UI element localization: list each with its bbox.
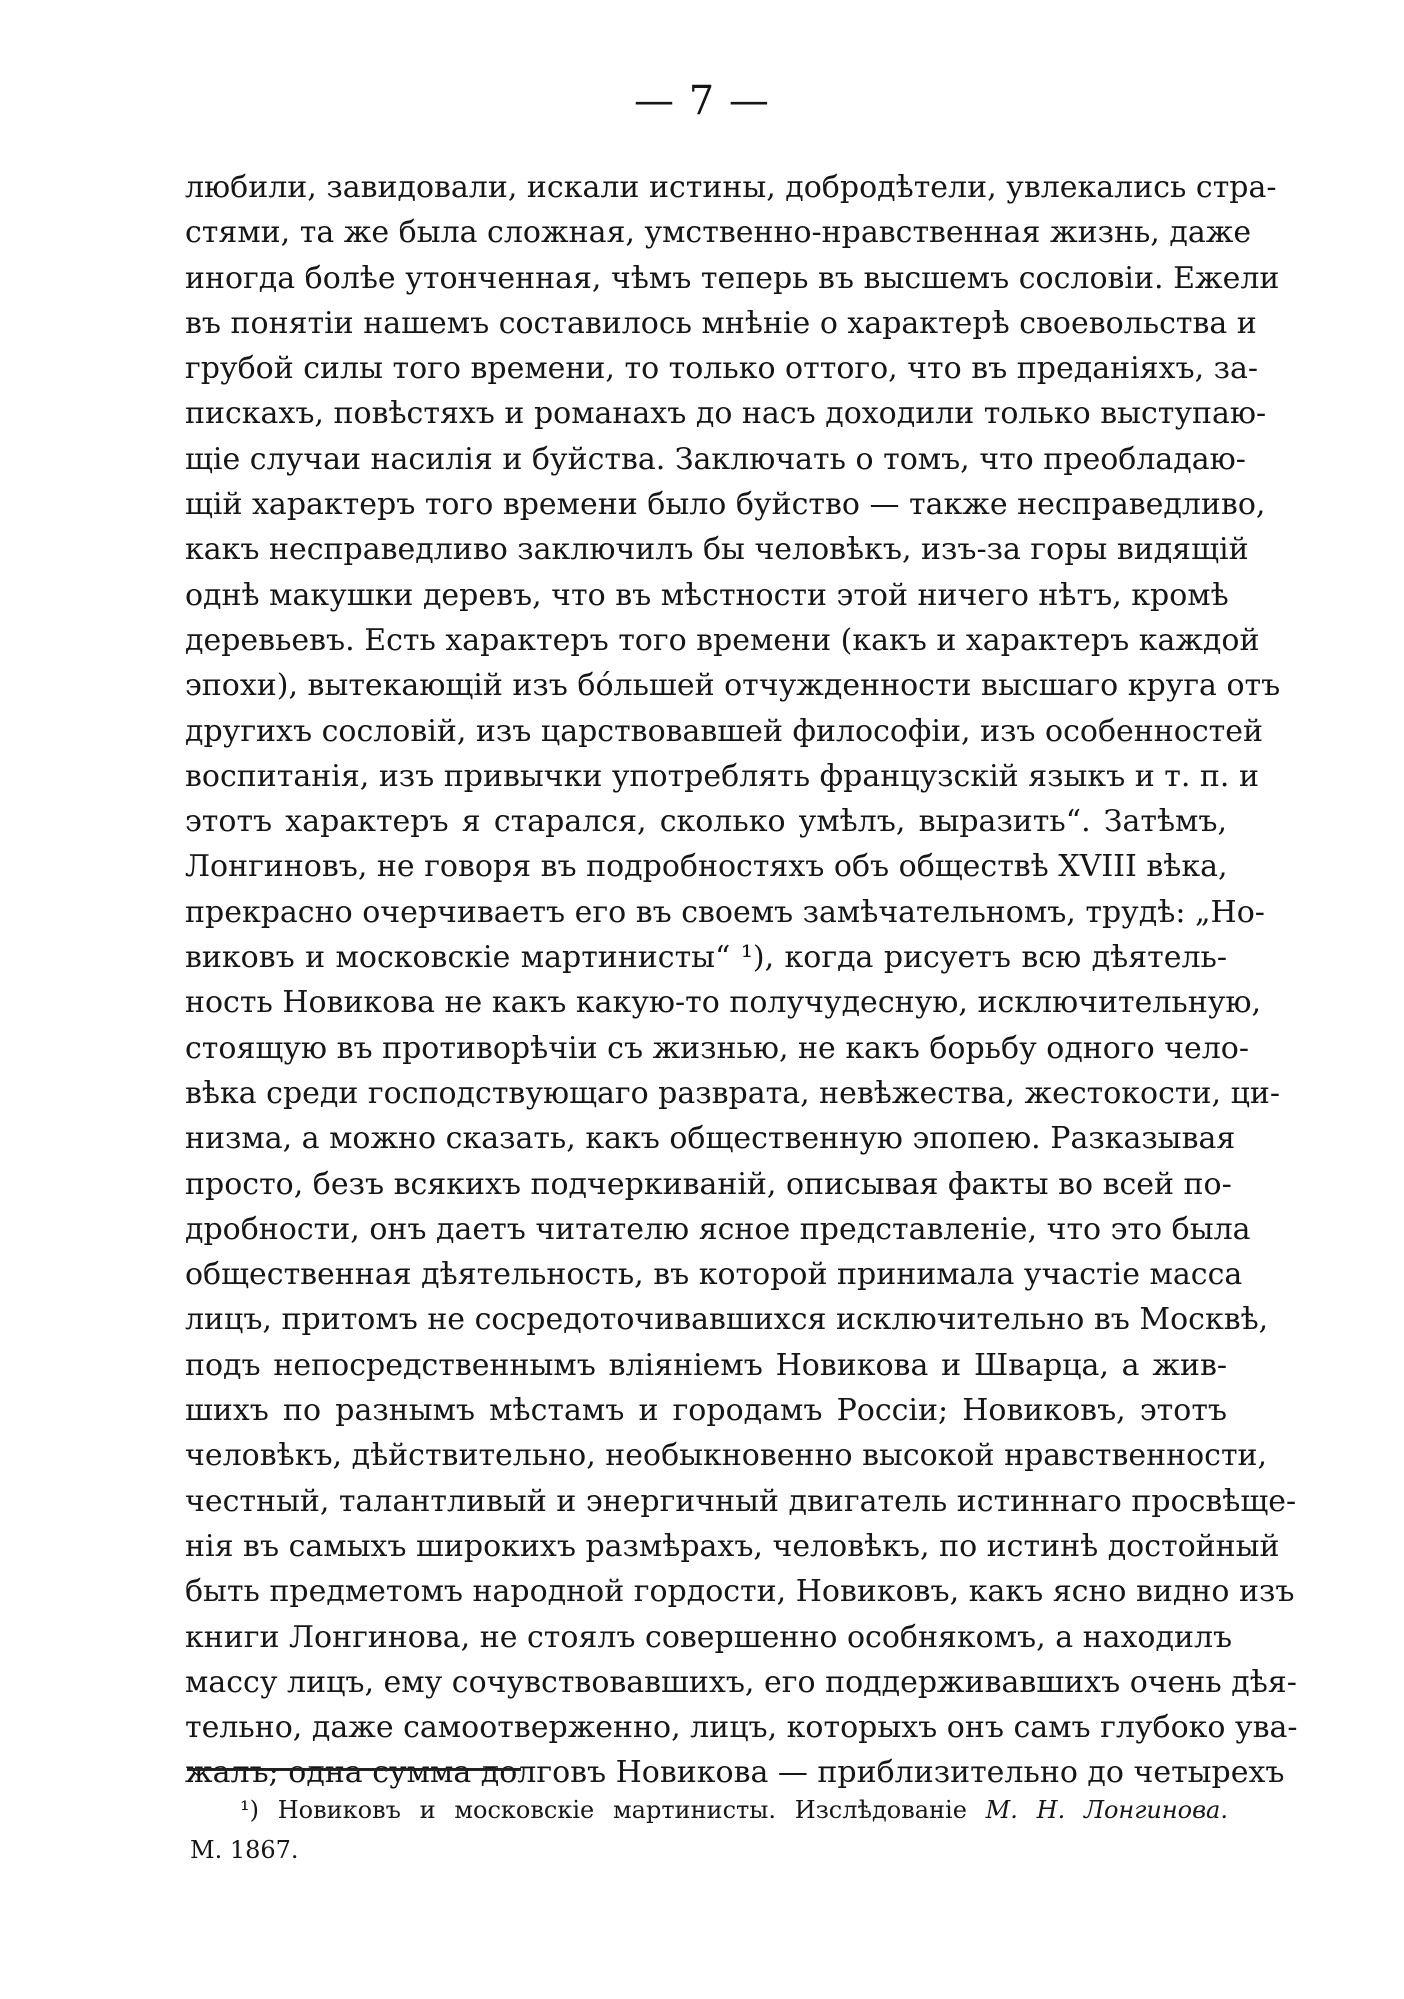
text-line: массу лицъ, ему сочувствовавшихъ, его поддерживавшихъ очень дѣя- — [185, 1664, 1297, 1700]
text-line: деревьевъ. Есть характеръ того времени (какъ и характеръ каждой — [185, 622, 1260, 658]
text-line: грубой силы того времени, то только оттого, что въ преданіяхъ, за- — [185, 351, 1259, 387]
text-line: книги Лонгинова, не стоялъ совершенно особнякомъ, а находилъ — [185, 1619, 1233, 1655]
text-line: честный, талантливый и энергичный двигатель истиннаго просвѣще- — [185, 1483, 1297, 1519]
text-line: подъ непосредственнымъ вліяніемъ Новикова и Шварца, а жив- — [185, 1347, 1227, 1383]
body-text — [185, 165, 1298, 1796]
text-line: этотъ характеръ я старался, сколько умѣлъ, выразить“. Затѣмъ, — [185, 804, 1227, 840]
text-line: въ понятіи нашемъ составилось мнѣніе о характерѣ своевольства и — [185, 305, 1257, 341]
text-line: ность Новикова не какъ какую-то получудесную, исключительную, — [185, 985, 1262, 1021]
text-line: нія въ самыхъ широкихъ размѣрахъ, человѣкъ, по истинѣ достойный — [185, 1528, 1280, 1564]
text-line: виковъ и московскіе мартинисты“ ¹), когда рисуетъ всю дѣятель- — [185, 940, 1227, 976]
footnote — [190, 1790, 1230, 1870]
page-number: — 7 — — [634, 78, 770, 124]
text-line: щіе случаи насилія и буйства. Заключать о томъ, что преобладаю- — [185, 441, 1246, 477]
text-line: стоящую въ противорѣчіи съ жизнью, не какъ борьбу одного чело- — [185, 1030, 1250, 1066]
text-line: Лонгиновъ, не говоря въ подробностяхъ объ обществѣ XVIII вѣка, — [185, 849, 1228, 885]
text-line: воспитанія, изъ привычки употреблять французскій языкъ и т. п. и — [185, 758, 1259, 794]
text-line: однѣ макушки деревъ, что въ мѣстности этой ничего нѣтъ, кромѣ — [185, 577, 1229, 613]
text-line: прекрасно очерчиваетъ его въ своемъ замѣчательномъ, трудѣ: „Но- — [185, 894, 1265, 930]
text-line: тельно, даже самоотверженно, лицъ, которыхъ онъ самъ глубоко ува- — [185, 1710, 1298, 1746]
footnote-divider — [187, 1768, 521, 1771]
footnote-place-year: М. 1867. — [190, 1836, 299, 1864]
footnote-text: ¹) Новиковъ и московскіе мартинисты. Изслѣдованіе — [240, 1796, 967, 1824]
text-line: стями, та же была сложная, умственно-нравственная жизнь, даже — [185, 215, 1252, 251]
text-line: лицъ, притомъ не сосредоточивавшихся исключительно въ Москвѣ, — [185, 1302, 1269, 1338]
footnote-author: М. Н. Лонгинова. — [985, 1796, 1228, 1824]
text-line: любили, завидовали, искали истины, добродѣтели, увлекались стра- — [185, 170, 1277, 205]
text-line: иногда болѣе утонченная, чѣмъ теперь въ высшемъ сословіи. Ежели — [185, 260, 1280, 296]
text-line: пискахъ, повѣстяхъ и романахъ до насъ доходили только выступаю- — [185, 396, 1267, 432]
text-line: низма, а можно сказать, какъ общественную эпопею. Разказывая — [185, 1121, 1236, 1157]
text-line: жалъ; одна сумма долговъ Новикова — приблизительно до четырехъ — [185, 1755, 1285, 1791]
text-line: дробности, онъ даетъ читателю ясное представленіе, что это была — [185, 1211, 1251, 1247]
text-line: шихъ по разнымъ мѣстамъ и городамъ Россіи; Новиковъ, этотъ — [185, 1393, 1227, 1429]
footnote-line — [190, 1790, 1228, 1830]
text-line: эпохи), вытекающій изъ бо́льшей отчужденности высшаго круга отъ — [185, 668, 1281, 704]
text-line: щій характеръ того времени было буйство — также несправедливо, — [185, 487, 1266, 523]
text-line: просто, безъ всякихъ подчеркиваній, описывая факты во всей по- — [185, 1166, 1232, 1202]
text-line: вѣка среди господствующаго разврата, невѣжества, жестокости, ци- — [185, 1075, 1280, 1111]
text-line: какъ несправедливо заключилъ бы человѣкъ, изъ-за горы видящій — [185, 532, 1249, 568]
text-line: человѣкъ, дѣйствительно, необыкновенно высокой нравственности, — [185, 1438, 1268, 1474]
text-line: быть предметомъ народной гордости, Новиковъ, какъ ясно видно изъ — [185, 1574, 1295, 1610]
text-line: общественная дѣятельность, въ которой принимала участіе масса — [185, 1257, 1243, 1293]
text-line: другихъ сословій, изъ царствовавшей философіи, изъ особенностей — [185, 713, 1263, 749]
